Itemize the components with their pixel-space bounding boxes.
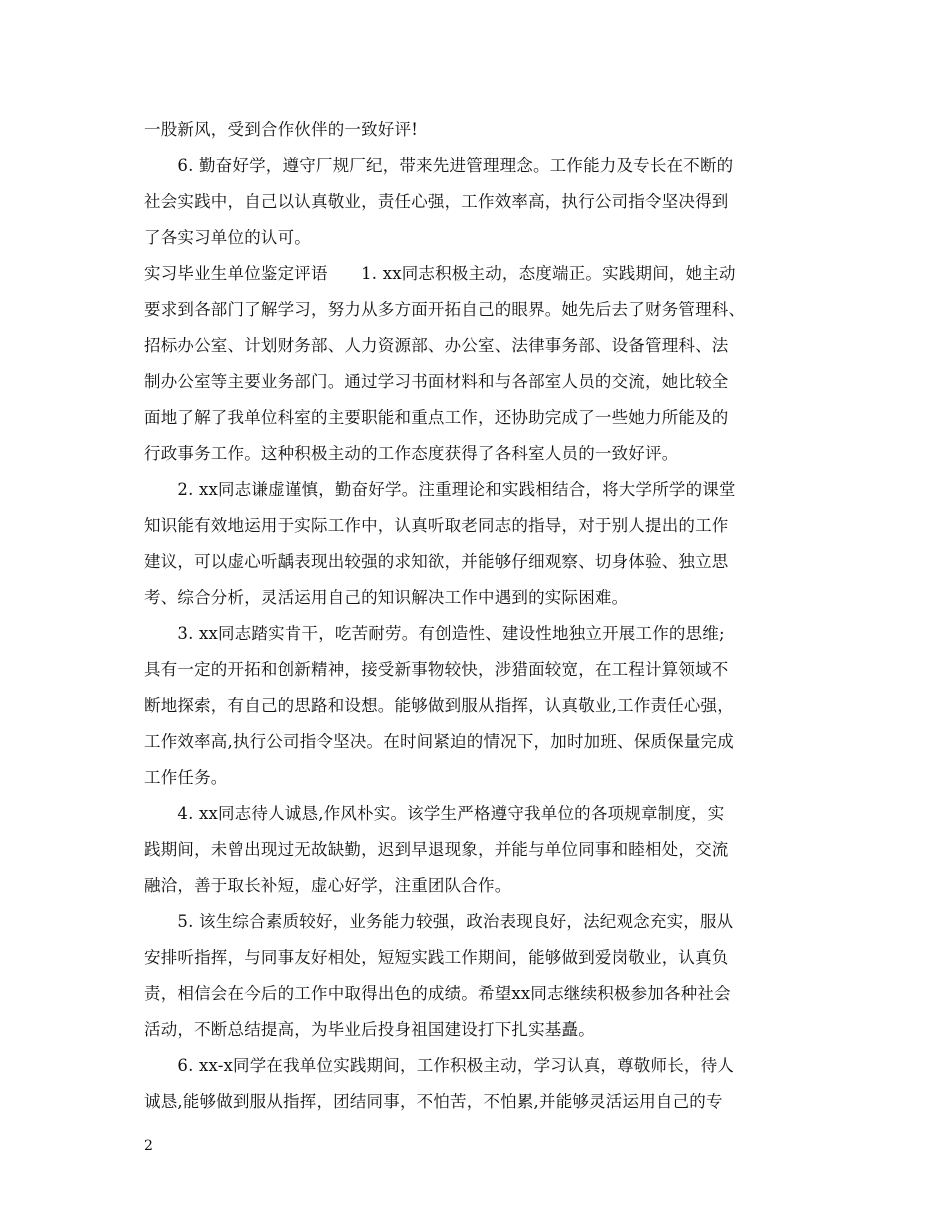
text-line: 社会实践中，自己以认真敬业，责任心强，工作效率高，执行公司指令坚决得到 [144, 192, 729, 211]
text-line: 要求到各部门了解学习，努力从多方面开拓自己的眼界。她先后去了财务管理科、 [144, 300, 746, 319]
text-line: 4. xx同志待人诚恳,作风朴实。该学生严格遵守我单位的各项规章制度，实 [144, 804, 725, 823]
text-line: 面地了解了我单位科室的主要职能和重点工作，还协助完成了一些她力所能及的 [144, 408, 729, 427]
text-line: 考、综合分析，灵活运用自己的知识解决工作中遇到的实际困难。 [144, 588, 629, 607]
text-line: 工作任务。 [144, 768, 228, 787]
text-line: 招标办公室、计划财务部、人力资源部、办公室、法律事务部、设备管理科、法 [144, 336, 729, 355]
page-number: 2 [144, 1138, 153, 1154]
text-line: 了各实习单位的认可。 [144, 228, 311, 247]
text-line: 安排听指挥，与同事友好相处，短短实践工作期间，能够做到爱岗敬业，认真负 [144, 948, 729, 967]
text-line: 制办公室等主要业务部门。通过学习书面材料和与各部室人员的交流，她比较全 [144, 372, 729, 391]
text-line: 3. xx同志踏实肯干，吃苦耐劳。有创造性、建设性地独立开展工作的思维; [144, 624, 725, 643]
text-line: 具有一定的开拓和创新精神，接受新事物较快，涉猎面较宽，在工程计算领域不 [144, 660, 729, 679]
text-line: 责，相信会在今后的工作中取得出色的成绩。希望xx同志继续积极参加各种社会 [144, 984, 731, 1003]
text-line: 6. 勤奋好学，遵守厂规厂纪，带来先进管理理念。工作能力及专长在不断的 [144, 156, 734, 175]
text-line: 工作效率高,执行公司指令坚决。在时间紧迫的情况下，加时加班、保质保量完成 [144, 732, 734, 751]
text-line: 2. xx同志谦虚谨慎，勤奋好学。注重理论和实践相结合，将大学所学的课堂 [144, 480, 736, 499]
text-line: 活动，不断总结提高，为毕业后投身祖国建设打下扎实基矗。 [144, 1020, 595, 1039]
text-line: 6. xx-x同学在我单位实践期间，工作积极主动，学习认真，尊敬师长，待人 [144, 1056, 734, 1075]
text-line: 5. 该生综合素质较好，业务能力较强，政治表现良好，法纪观念充实，服从 [144, 912, 734, 931]
text-line: 融洽，善于取长补短，虚心好学，注重团队合作。 [144, 876, 512, 895]
document-body [144, 112, 814, 1120]
text-line: 行政事务工作。这种积极主动的工作态度获得了各科室人员的一致好评。 [144, 444, 679, 463]
text-line: 诚恳,能够做到服从指挥，团结同事，不怕苦，不怕累,并能够灵活运用自己的专 [144, 1092, 723, 1111]
text-line: 知识能有效地运用于实际工作中，认真听取老同志的指导，对于别人提出的工作 [144, 516, 729, 535]
text-line: 断地探索，有自己的思路和设想。能够做到服从指挥，认真敬业,工作责任心强， [144, 696, 734, 715]
text-line: 一股新风，受到合作伙伴的一致好评! [144, 120, 419, 139]
text-line: 践期间，未曾出现过无故缺勤，迟到早退现象，并能与单位同事和睦相处，交流 [144, 840, 729, 859]
section-heading-line: 实习毕业生单位鉴定评语 1. xx同志积极主动，态度端正。实践期间，她主动 [144, 264, 736, 283]
text-line: 建议，可以虚心听龋表现出较强的求知欲，并能够仔细观察、切身体验、独立思 [144, 552, 729, 571]
